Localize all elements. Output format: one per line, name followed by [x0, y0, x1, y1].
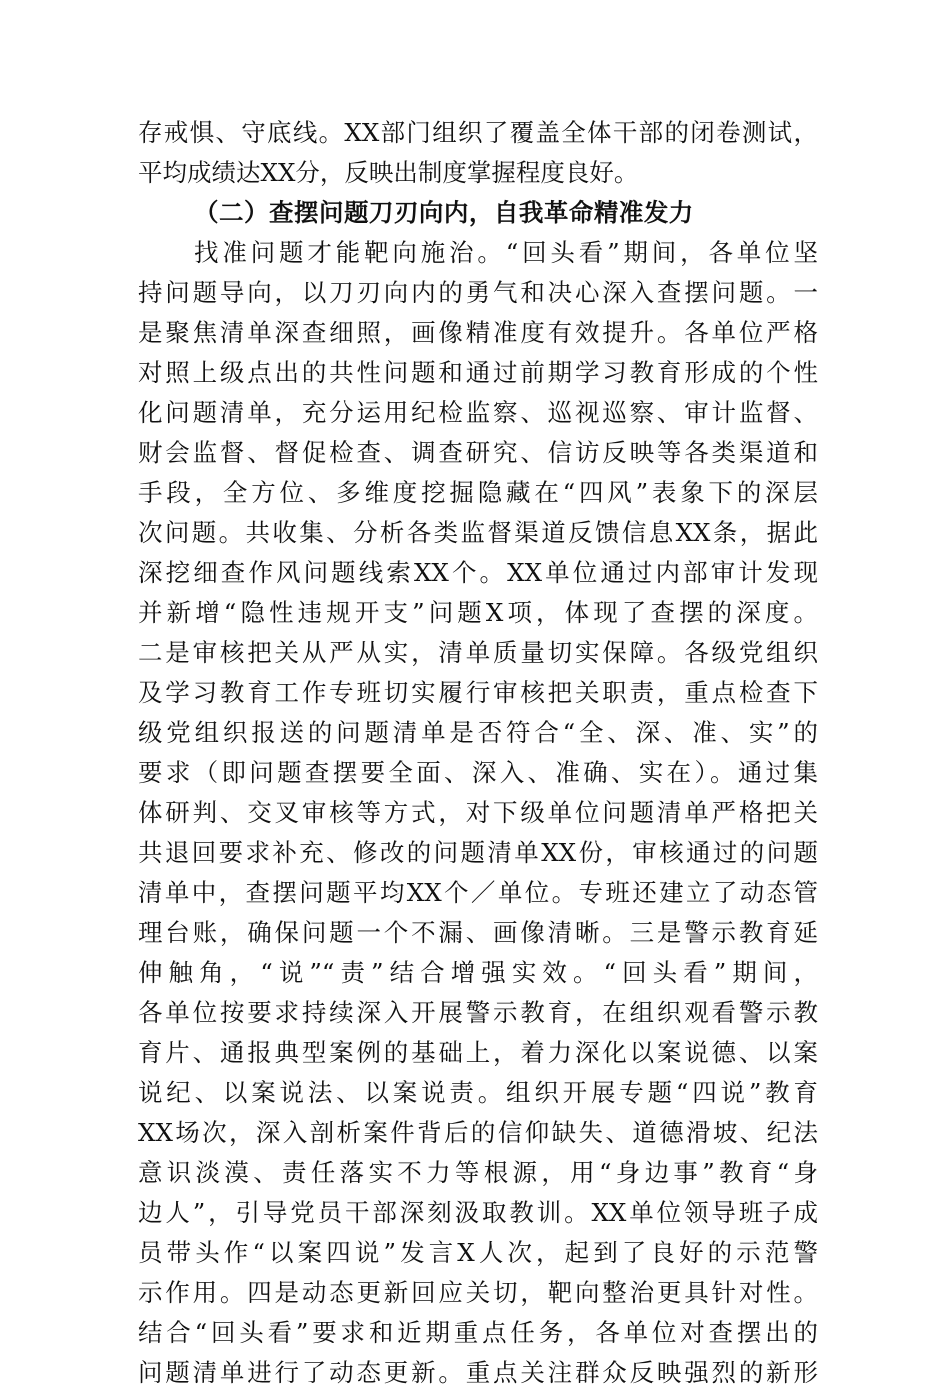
paragraph-line: 找准问题才能靶向施治。“回头看”期间，各单位坚: [194, 238, 818, 267]
paragraph-line: 是聚焦清单深查细照，画像精准度有效提升。各单位严格: [138, 318, 818, 347]
paragraph-line: 说纪、以案说法、以案说责。组织开展专题“四说”教育: [138, 1078, 818, 1107]
paragraph-line: 次问题。共收集、分析各类监督渠道反馈信息XX条，据此: [138, 518, 818, 547]
paragraph-line: 级党组织报送的问题清单是否符合“全、深、准、实”的: [138, 718, 818, 747]
paragraph-line: 持问题导向，以刀刃向内的勇气和决心深入查摆问题。一: [138, 278, 818, 307]
paragraph-line: XX场次，深入剖析案件背后的信仰缺失、道德滑坡、纪法: [138, 1118, 818, 1147]
paragraph-line: 并新增“隐性违规开支”问题X项，体现了查摆的深度。: [138, 598, 818, 627]
paragraph-line: 育片、通报典型案例的基础上，着力深化以案说德、以案: [138, 1038, 818, 1067]
paragraph-line: 清单中，查摆问题平均XX个／单位。专班还建立了动态管: [138, 878, 818, 907]
paragraph-line: 化问题清单，充分运用纪检监察、巡视巡察、审计监督、: [138, 398, 818, 427]
paragraph-line: 存戒惧、守底线。XX部门组织了覆盖全体干部的闭卷测试，: [138, 118, 818, 147]
paragraph-line: 理台账，确保问题一个不漏、画像清晰。三是警示教育延: [138, 918, 818, 947]
paragraph-line: 要求（即问题查摆要全面、深入、准确、实在）。通过集: [138, 758, 818, 787]
paragraph-line: 对照上级点出的共性问题和通过前期学习教育形成的个性: [138, 358, 818, 387]
paragraph-line: 示作用。四是动态更新回应关切，靶向整治更具针对性。: [138, 1278, 818, 1307]
paragraph-line: 二是审核把关从严从实，清单质量切实保障。各级党组织: [138, 638, 818, 667]
paragraph-line: 财会监督、督促检查、调查研究、信访反映等各类渠道和: [138, 438, 818, 467]
paragraph-line: 体研判、交叉审核等方式，对下级单位问题清单严格把关: [138, 798, 818, 827]
paragraph-line: 意识淡漠、责任落实不力等根源，用“身边事”教育“身: [138, 1158, 818, 1187]
paragraph-line: 平均成绩达XX分，反映出制度掌握程度良好。: [138, 158, 639, 187]
paragraph-line: 各单位按要求持续深入开展警示教育，在组织观看警示教: [138, 998, 818, 1027]
section-heading: （二）查摆问题刀刃向内，自我革命精准发力: [194, 198, 694, 227]
paragraph-line: 手段，全方位、多维度挖掘隐藏在“四风”表象下的深层: [138, 478, 818, 507]
body-text: [138, 113, 818, 1393]
paragraph-line: 及学习教育工作专班切实履行审核把关职责，重点检查下: [138, 678, 818, 707]
paragraph-line: 问题清单进行了动态更新。重点关注群众反映强烈的新形: [138, 1358, 818, 1387]
paragraph-line: 共退回要求补充、修改的问题清单XX份，审核通过的问题: [138, 838, 818, 867]
paragraph-line: 结合“回头看”要求和近期重点任务，各单位对查摆出的: [138, 1318, 818, 1347]
paragraph-line: 深挖细查作风问题线索XX个。XX单位通过内部审计发现: [138, 558, 818, 587]
paragraph-line: 员带头作“以案四说”发言X人次，起到了良好的示范警: [138, 1238, 818, 1267]
paragraph-line: 边人”，引导党员干部深刻汲取教训。XX单位领导班子成: [138, 1198, 818, 1227]
paragraph-line: 伸触角，“说”“责”结合增强实效。“回头看”期间，: [138, 958, 818, 987]
